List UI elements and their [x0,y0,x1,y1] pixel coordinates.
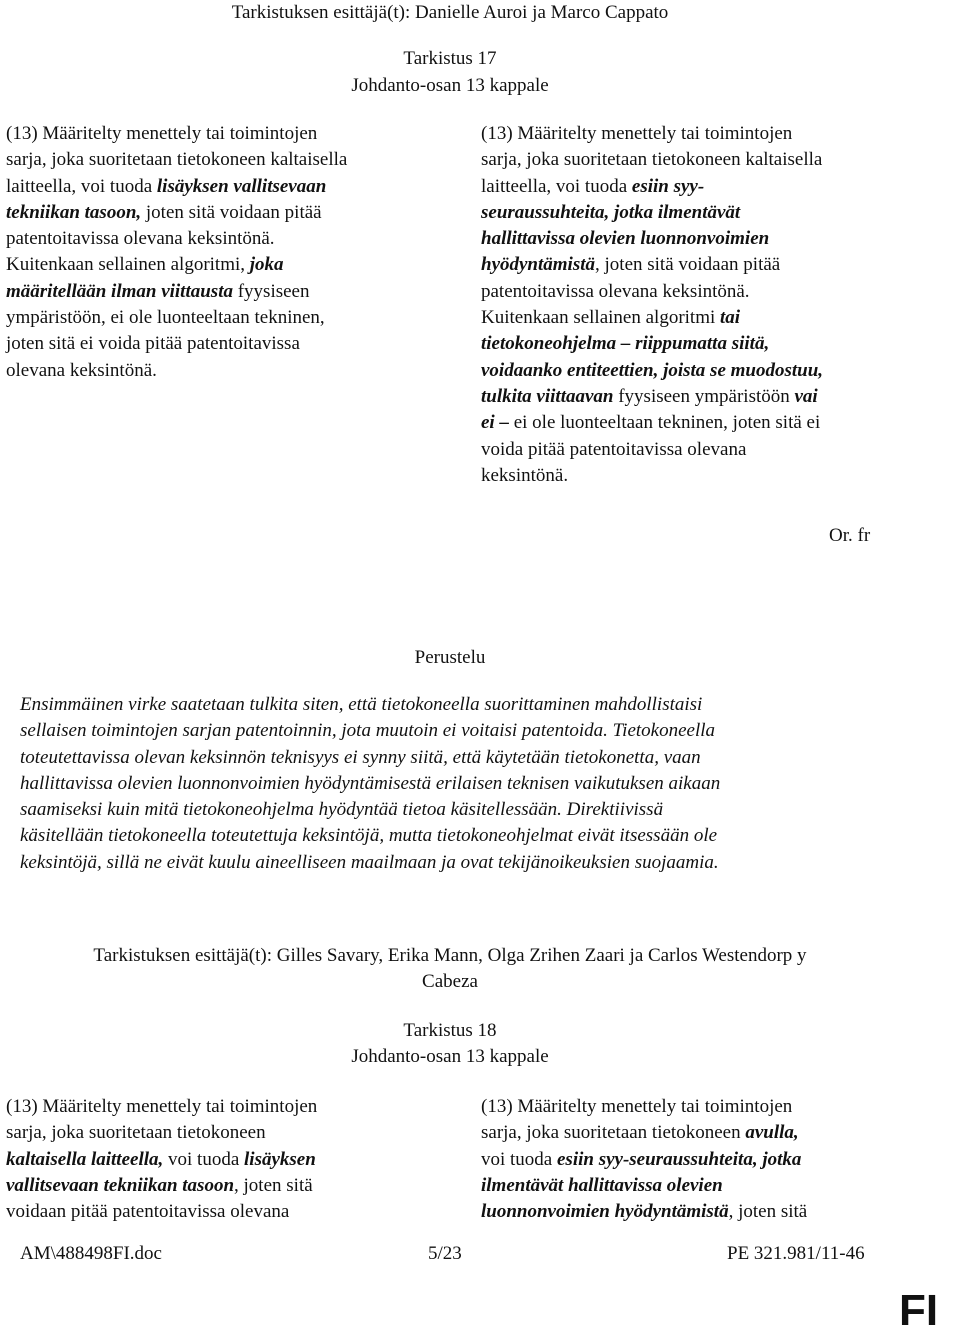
text-segment: kaltaisella laitteella, [6,1148,164,1170]
text-segment: joka määritellään ilman viittausta [6,254,284,302]
text-segment: (13) Määritelty menettely tai toimintojen sarja, joka suoritetaan tietokoneen [481,1096,793,1144]
text-segment: fyysiseen ympäristöön [613,385,795,407]
amendment-18-commission-text [6,1094,416,1225]
text-segment: fyysiseen ympäristöön, ei ole luonteeltaan tekninen, joten sitä ei voida pitää patentoitavissa olevana keksintönä. [6,280,325,381]
presenters-header: Tarkistuksen esittäjä(t): Danielle Auroi ja Marco Cappato [231,2,669,23]
text-segment: lisäyksen vallitsevaan tekniikan tasoon, [6,175,327,223]
original-language: Or. fr [829,525,871,546]
text-segment: (13) Määritelty menettely tai toimintojen sarja, joka suoritetaan tietokoneen kaltaisella laitteella, voi tuoda [6,123,348,197]
language-badge: FI [899,1286,939,1335]
text-segment: (13) Määritelty menettely tai toimintojen sarja, joka suoritetaan tietokoneen [6,1096,318,1144]
text-segment: esiin syy-seuraussuhteita, jotka ilmentävät hallittavissa olevien luonnonvoimien hyödyntämistä [481,1148,802,1223]
justification-heading: Perustelu [414,647,486,668]
text-segment: , joten sitä voidaan pitää patentoitavissa olevana [6,1174,313,1223]
text-segment: tai tietokoneohjelma – riippumatta siitä, voidaanko entiteettien, joista se muodostuu, tulkita viittaavan [481,307,824,407]
amendment-17-amended-text [481,121,911,489]
text-segment: avulla, [745,1122,799,1144]
amendment-17-subtitle: Johdanto-osan 13 kappale [351,75,549,96]
amendment-17-title: Tarkistus 17 [403,48,497,69]
text-segment: , joten sitä voidaan pitää patentoitavissa olevana keksintönä. Kuitenkaan sellainen algoritmi [481,254,781,329]
footer-pe-ref: PE 321.981/11-46 [727,1243,865,1264]
amendment-18-subtitle: Johdanto-osan 13 kappale [351,1046,549,1067]
footer-page-number: 5/23 [428,1243,462,1264]
justification-text: Ensimmäinen virke saatetaan tulkita siten, että tietokoneella suorittaminen mahdollistaisi sellaisen toimintojen sarjan patentoinnin, jota muutoin ei voitaisi patentoida. Tietokoneella toteutettavissa olevan keksinnön teknisyys ei synny siitä, että käytetään tietokonetta, vaan hallittavissa olevien luonnonvoimien hyödyntämisestä erilaisen teknisen vaikutuksen aikaan saamiseksi kuin mitä tietokoneohjelma hyödyntää tietoa käsitellessään. Direktiivissä käsitellään tietokoneella toteutettuja keksintöjä, mutta tietokoneohjelmat eivät itsessään ole keksintöjä, sillä ne eivät kuulu aineelliseen maailmaan ja ovat tekijänoikeuksien suojaamia. [20,694,721,873]
text-segment: voi tuoda [163,1148,245,1170]
text-segment: voi tuoda [481,1148,553,1170]
text-segment: esiin syy- seuraussuhteita, jotka ilmentävät hallittavissa olevien luonnonvoimien hyödyntämistä [481,175,770,276]
amendment-17-commission-text [6,121,416,384]
text-segment: , joten sitä [728,1201,808,1223]
amendment-18-amended-text [481,1094,911,1225]
text-segment: joten sitä voidaan pitää patentoitavissa olevana keksintönä. Kuitenkaan sellainen algoritmi, [6,201,322,276]
footer-doc-ref: AM\488498FI.doc [20,1243,162,1264]
text-segment: lisäyksen vallitsevaan tekniikan tasoon [6,1148,316,1196]
amendment-18-title: Tarkistus 18 [403,1020,497,1041]
text-segment: ei ole luonteeltaan tekninen, joten sitä ei voida pitää patentoitavissa olevana keksintönä. [481,412,821,486]
text-segment: (13) Määritelty menettely tai toimintojen sarja, joka suoritetaan tietokoneen kaltaisella laitteella, voi tuoda [481,123,823,197]
text-segment: vai ei – [481,385,818,434]
presenters-second: Tarkistuksen esittäjä(t): Gilles Savary, Erika Mann, Olga Zrihen Zaari ja Carlos Westendorp y Cabeza [93,945,807,993]
